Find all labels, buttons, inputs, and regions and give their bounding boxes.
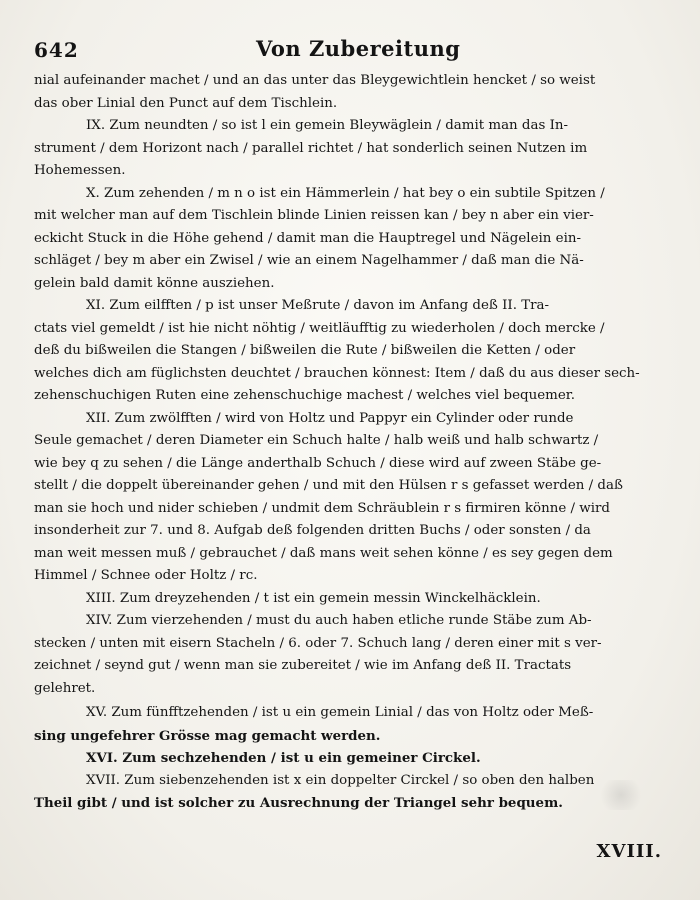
text-line: stecken / unten mit eisern Stacheln / 6. oder 7. Schuch lang / deren einer mit s ver- (34, 635, 602, 651)
text-line: zehenschuchigen Ruten eine zehenschuchige machest / welches viel bequemer. (34, 388, 575, 403)
text-line: Hohemessen. (34, 163, 126, 178)
paragraph-xii: XII. Zum zwölfften / wird von Holtz und Pappyr ein Cylinder oder runde (86, 410, 574, 426)
text-line: wie bey q zu sehen / die Länge anderthalb Schuch / diese wird auf zween Stäbe ge- (34, 455, 602, 471)
ink-smudge (596, 780, 646, 810)
text-line: nial aufeinander machet / und an das unter das Bleygewichtlein hencket / so weist (34, 73, 596, 88)
paragraph-ix: IX. Zum neundten / so ist l ein gemein Bleywäglein / damit man das In- (86, 118, 569, 133)
paragraph-xvii: XVII. Zum siebenzehenden ist x ein doppelter Circkel / so oben den halben (86, 772, 595, 788)
text-line: zeichnet / seynd gut / wenn man sie zubereitet / wie im Anfang deß II. Tractats (34, 658, 572, 673)
text-line: mit welcher man auf dem Tischlein blinde Linien reissen kan / bey n aber ein vier- (34, 208, 594, 223)
text-line: schläget / bey m aber ein Zwisel / wie an einem Nagelhammer / daß man die Nä- (34, 253, 584, 268)
catchword: XVIII. (596, 841, 662, 862)
page-header (34, 34, 670, 64)
page-body (34, 70, 668, 815)
paragraph-xiv: XIV. Zum vierzehenden / must du auch haben etliche runde Stäbe zum Ab- (86, 613, 592, 628)
paragraph-x: X. Zum zehenden / m n o ist ein Hämmerlein / hat bey o ein subtile Spitzen / (86, 185, 605, 201)
text-line: Seule gemachet / deren Diameter ein Schuch halte / halb weiß und halb schwartz / (34, 433, 599, 448)
text-line: Himmel / Schnee oder Holtz / rc. (34, 568, 258, 583)
text-line: das ober Linial den Punct auf dem Tischlein. (34, 95, 338, 111)
text-line: man sie hoch und nider schieben / undmit dem Schräublein r s firmiren könne / wird (34, 500, 610, 516)
text-line: sing ungefehrer Grösse mag gemacht werden. (34, 727, 381, 744)
text-line: deß du bißweilen die Stangen / bißweilen die Rute / bißweilen die Ketten / oder (34, 343, 576, 358)
text-line: welches dich am füglichsten deuchtet / brauchen könnest: Item / daß du aus dieser sech- (34, 365, 640, 381)
running-head: Von Zubereitung (256, 36, 461, 61)
text-line: gelein bald damit könne ausziehen. (34, 275, 275, 291)
text-line: gelehret. (34, 680, 96, 696)
text-line: ctats viel gemeldt / ist hie nicht nöhtig / weitläufftig zu wiederholen / doch mercke / (34, 320, 605, 336)
text-line: strument / dem Horizont nach / parallel richtet / hat sonderlich seinen Nutzen im (34, 140, 588, 156)
paragraph-xi: XI. Zum eilfften / p ist unser Meßrute / davon im Anfang deß II. Tra- (86, 298, 550, 313)
paragraph-xiii: XIII. Zum dreyzehenden / t ist ein gemein messin Winckelhäcklein. (86, 590, 541, 606)
text-line: eckicht Stuck in die Höhe gehend / damit man die Hauptregel und Nägelein ein- (34, 230, 582, 246)
paragraph-xv: XV. Zum fünfftzehenden / ist u ein gemein Linial / das von Holtz oder Meß- (86, 705, 594, 720)
page-number: 642 (34, 38, 79, 62)
text-line: insonderheit zur 7. und 8. Aufgab deß folgenden dritten Buchs / oder sonsten / da (34, 523, 591, 538)
text-line: man weit messen muß / gebrauchet / daß mans weit sehen könne / es sey gegen dem (34, 545, 613, 561)
paragraph-xvi: XVI. Zum sechzehenden / ist u ein gemeiner Circkel. (86, 750, 481, 766)
text-line: Theil gibt / und ist solcher zu Ausrechnung der Triangel sehr bequem. (34, 795, 563, 811)
text-line: stellt / die doppelt übereinander gehen / und mit den Hülsen r s gefasset werden / daß (34, 478, 623, 493)
